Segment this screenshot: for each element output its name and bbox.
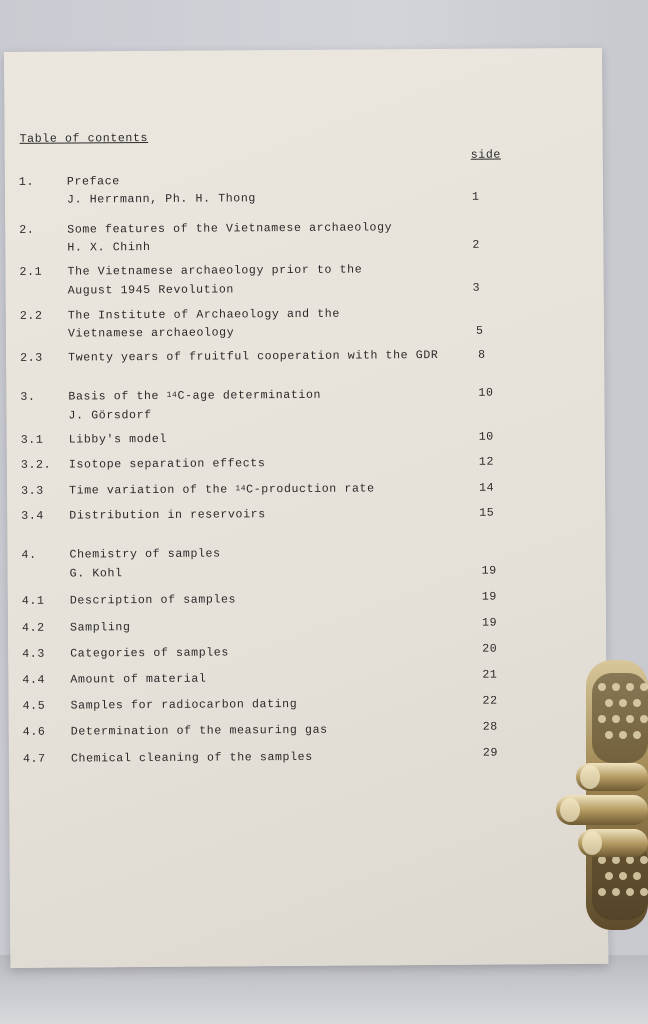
toc-entry-title: Chemistry of samples: [69, 547, 221, 562]
toc-page-number: 12: [478, 455, 495, 469]
toc-page-number: 20: [482, 642, 498, 656]
brass-clip-icon: [556, 655, 648, 945]
toc-number: 3.4: [21, 509, 44, 523]
toc-number: 2.2: [19, 309, 43, 323]
toc-title: Table of contents: [19, 131, 149, 146]
toc-entry-author: G. Kohl: [69, 567, 123, 581]
toc-entry-title-part: C-production rate: [246, 482, 375, 497]
toc-page-number: 29: [482, 746, 499, 760]
toc-page-number: 1: [471, 190, 480, 204]
toc-entry-title: The Vietnamese archaeology prior to the: [67, 263, 363, 279]
toc-page-number: 10: [478, 430, 494, 444]
toc-page-number: 3: [472, 281, 481, 295]
toc-page-number: 10: [478, 386, 494, 400]
toc-page-number: 14: [479, 481, 495, 495]
toc-number: 4.5: [22, 699, 46, 713]
superscript-14: 14: [166, 390, 178, 400]
toc-page-number: 22: [482, 694, 498, 708]
toc-entry-title: Amount of material: [70, 672, 207, 687]
toc-entry-title: Categories of samples: [70, 646, 229, 661]
toc-entry-title: Some features of the Vietnamese archaeology: [67, 221, 393, 237]
toc-number: 4.7: [22, 752, 46, 766]
toc-entry-title: Distribution in reservoirs: [69, 508, 266, 523]
toc-number: 2.3: [20, 351, 43, 365]
side-column-label: side: [470, 148, 502, 162]
toc-number: 4.3: [22, 647, 45, 661]
toc-number: 1.: [18, 175, 35, 189]
toc-entry-title-cont: Vietnamese archaeology: [67, 326, 235, 341]
document-page: [4, 48, 608, 968]
toc-number: 4.1: [21, 594, 45, 608]
toc-number: 2.1: [19, 265, 43, 279]
toc-number: 4.6: [22, 725, 46, 739]
toc-entry-title: Libby's model: [68, 432, 168, 447]
toc-entry-title: Determination of the measuring gas: [70, 723, 328, 739]
toc-number: 4.: [21, 548, 37, 562]
toc-entry-author: J. Görsdorf: [68, 408, 152, 423]
toc-entry-title-part: Time variation of the: [69, 483, 236, 498]
toc-entry-title-cont: August 1945 Revolution: [67, 283, 234, 298]
superscript-14: 14: [235, 484, 247, 494]
toc-page-number: 19: [481, 616, 498, 630]
toc-page-number: 8: [478, 348, 486, 362]
toc-entry-title: [68, 389, 321, 404]
toc-page-number: 2: [472, 238, 480, 252]
toc-number: 3.3: [21, 484, 44, 498]
toc-number: 4.4: [22, 673, 46, 687]
toc-entry-title: Samples for radiocarbon dating: [70, 697, 298, 713]
toc-entry-title-part: Basis of the: [68, 389, 167, 404]
toc-entry-title: Preface: [66, 175, 120, 189]
toc-number: 4.2: [21, 621, 45, 635]
toc-number: 3.: [20, 390, 36, 404]
toc-entry-author: J. Herrmann, Ph. H. Thong: [66, 192, 257, 207]
toc-page-number: 28: [482, 720, 498, 734]
toc-entry-title: Sampling: [69, 621, 131, 635]
toc-entry-title: The Institute of Archaeology and the: [67, 307, 340, 323]
toc-page-number: 19: [481, 564, 497, 578]
toc-entry-author: H. X. Chinh: [67, 240, 151, 255]
brass-clip-decoration: [556, 655, 648, 945]
toc-number: 2.: [19, 223, 35, 237]
toc-number: 3.1: [20, 433, 44, 447]
toc-page-number: 15: [479, 506, 495, 520]
toc-entry-title-part: C-age determination: [177, 388, 322, 403]
toc-entry-title: Isotope separation effects: [68, 457, 266, 472]
toc-entry-title: Description of samples: [69, 593, 237, 608]
toc-entry-title: Chemical cleaning of the samples: [70, 750, 313, 766]
toc-number: 3.2.: [20, 458, 52, 472]
toc-page-number: 21: [482, 668, 498, 682]
toc-page-number: 19: [481, 590, 497, 604]
toc-entry-title: Twenty years of fruitful cooperation with the GDR: [68, 348, 439, 365]
toc-page-number: 5: [475, 324, 484, 338]
toc-entry-title: [69, 482, 375, 497]
